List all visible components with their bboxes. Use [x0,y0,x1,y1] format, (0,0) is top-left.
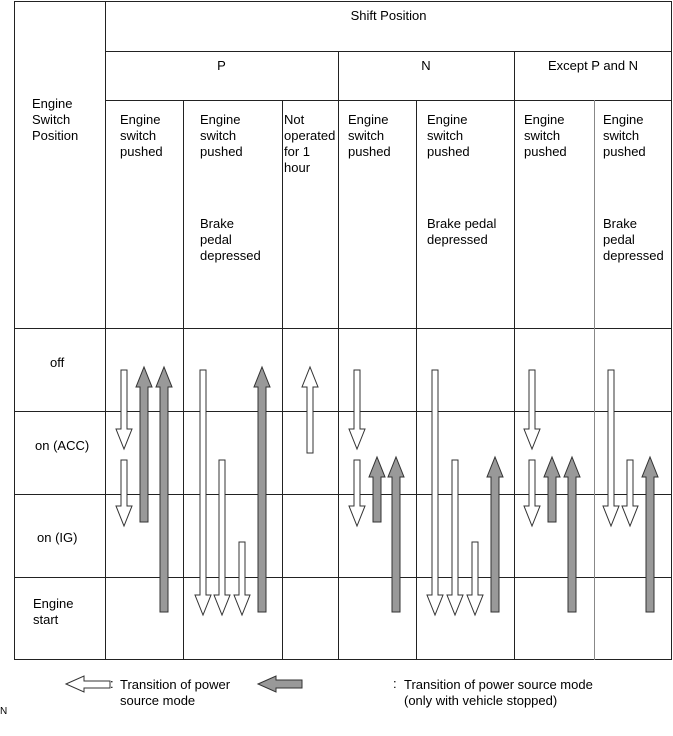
normal-transition-arrow-icon [524,460,540,526]
legend-normal-arrow-icon [66,676,110,692]
sub-column-condition: Brake pedal depressed [200,216,261,263]
legend-stopped-text: Transition of power source mode (only with vehicle stopped) [404,677,593,708]
normal-transition-arrow-icon [603,370,619,526]
stopped-transition-arrow-icon [564,457,580,612]
normal-transition-arrow-icon [427,370,443,615]
sub-column-header: Engine switch pushed [348,112,391,159]
normal-transition-arrow-icon [447,460,463,615]
legend-normal-text: Transition of power source mode [120,677,231,708]
normal-transition-arrow-icon [302,367,318,453]
legend-stopped-arrow-icon [258,676,302,692]
normal-transition-arrow-icon [622,460,638,526]
shift-position-header: Shift Position [350,8,427,23]
row-label-engine-start: Engine start [33,596,74,627]
normal-transition-arrow-icon [524,370,540,449]
sub-column-header: Not operated for 1 hour [284,112,336,175]
legend-separator: : [393,676,397,691]
normal-transition-arrow-icon [349,460,365,526]
sub-column-header: Engine switch pushed [120,112,163,159]
sub-column-header: Engine switch pushed [524,112,567,159]
engine-switch-position-header: Engine Switch Position [32,96,79,143]
footer-mark: N [0,706,8,717]
normal-transition-arrow-icon [214,460,230,615]
normal-transition-arrow-icon [116,370,132,449]
row-label-ig: on (IG) [37,530,78,545]
stopped-transition-arrow-icon [642,457,658,612]
sub-column-header: Engine switch pushed [603,112,646,159]
stopped-transition-arrow-icon [487,457,503,612]
stopped-transition-arrow-icon [156,367,172,612]
sub-column-condition: Brake pedal depressed [427,216,497,247]
normal-transition-arrow-icon [116,460,132,526]
stopped-transition-arrow-icon [254,367,270,612]
group-p-header: P [217,58,226,73]
stopped-transition-arrow-icon [388,457,404,612]
sub-column-header: Engine switch pushed [200,112,243,159]
sub-column-header: Engine switch pushed [427,112,470,159]
row-label-off: off [50,355,65,370]
row-label-acc: on (ACC) [35,438,90,453]
normal-transition-arrow-icon [467,542,483,615]
group-n-header: N [421,58,431,73]
legend-separator: : [110,676,114,691]
normal-transition-arrow-icon [349,370,365,449]
normal-transition-arrow-icon [234,542,250,615]
sub-column-condition: Brake pedal depressed [603,216,664,263]
stopped-transition-arrow-icon [136,367,152,522]
normal-transition-arrow-icon [195,370,211,615]
group-other-header: Except P and N [547,58,639,73]
stopped-transition-arrow-icon [544,457,560,522]
stopped-transition-arrow-icon [369,457,385,522]
